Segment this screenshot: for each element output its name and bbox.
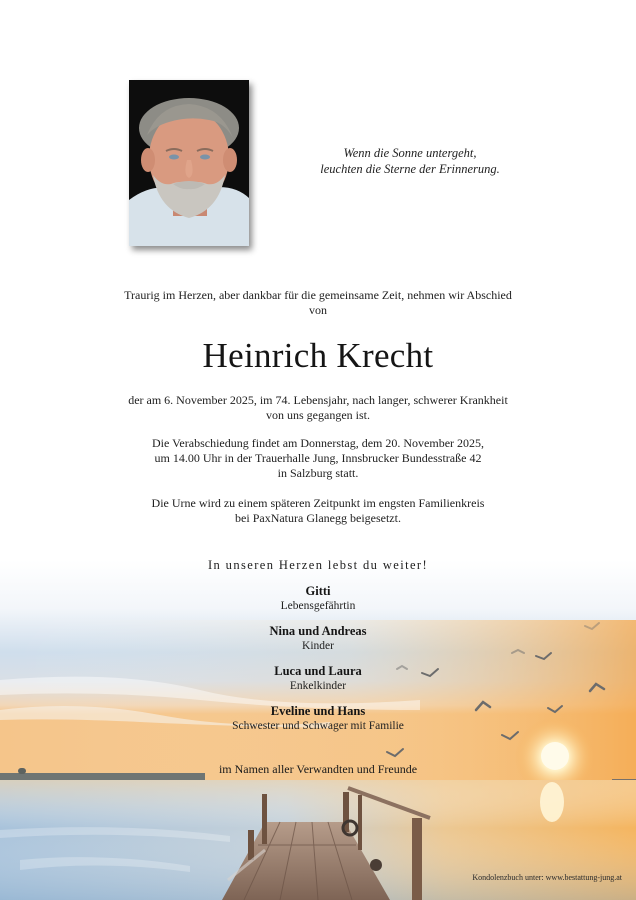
mourner-item <box>160 704 476 733</box>
farewell-info-line-2: um 14.00 Uhr in der Trauerhalle Jung, Innsbrucker Bundesstraße 42 <box>154 451 482 465</box>
intro-text <box>60 288 576 318</box>
memorial-quote <box>300 145 520 177</box>
motto: In unseren Herzen lebst du weiter! <box>207 558 429 572</box>
deceased-name: Heinrich Krecht <box>202 336 434 375</box>
intro-line-1: Traurig im Herzen, aber dankbar für die gemeinsame Zeit, nehmen wir Abschied <box>124 288 512 302</box>
mourner-item <box>160 624 476 653</box>
death-info <box>60 393 576 423</box>
mourner-relation: Lebensgefährtin <box>280 600 356 612</box>
urn-info-line-1: Die Urne wird zu einem späteren Zeitpunkt im engsten Familienkreis <box>151 496 485 510</box>
bird-icon <box>590 684 604 691</box>
bird-icon <box>476 702 490 710</box>
urn-info <box>60 496 576 526</box>
farewell-info <box>60 436 576 481</box>
quote-line-2: leuchten die Sterne der Erinnerung. <box>320 162 500 176</box>
mourners-list <box>160 584 476 744</box>
bird-icon <box>502 732 518 739</box>
intro-line-2: von <box>309 303 327 317</box>
mourner-item <box>160 664 476 693</box>
bird-icon <box>585 623 599 629</box>
mourner-relation: Enkelkinder <box>289 680 347 692</box>
mourner-name: Gitti <box>305 584 331 598</box>
farewell-info-line-1: Die Verabschiedung findet am Donnerstag, dem 20. November 2025, <box>151 436 485 450</box>
mourner-name: Nina und Andreas <box>269 624 367 638</box>
urn-info-line-2: bei PaxNatura Glanegg beigesetzt. <box>235 511 401 525</box>
quote-line-1: Wenn die Sonne untergeht, <box>343 146 477 160</box>
farewell-info-line-3: in Salzburg statt. <box>277 466 359 480</box>
mourner-item <box>160 584 476 613</box>
relatives-line: im Namen aller Verwandten und Freunde <box>218 762 418 776</box>
bird-icon <box>387 749 403 756</box>
mourner-relation: Kinder <box>302 640 334 652</box>
portrait-photo <box>129 80 249 246</box>
mourner-name: Eveline und Hans <box>270 704 366 718</box>
condolence-book-link[interactable]: Kondolenzbuch unter: www.bestattung-jung.at <box>472 873 622 882</box>
bird-icon <box>548 706 562 712</box>
mourner-relation: Schwester und Schwager mit Familie <box>232 720 404 732</box>
death-info-line-2: von uns gegangen ist. <box>266 408 370 422</box>
mourner-name: Luca und Laura <box>274 664 362 678</box>
bird-icon <box>512 650 524 653</box>
bird-icon <box>536 653 551 659</box>
death-info-line-1: der am 6. November 2025, im 74. Lebensjahr, nach langer, schwerer Krankheit <box>128 393 508 407</box>
